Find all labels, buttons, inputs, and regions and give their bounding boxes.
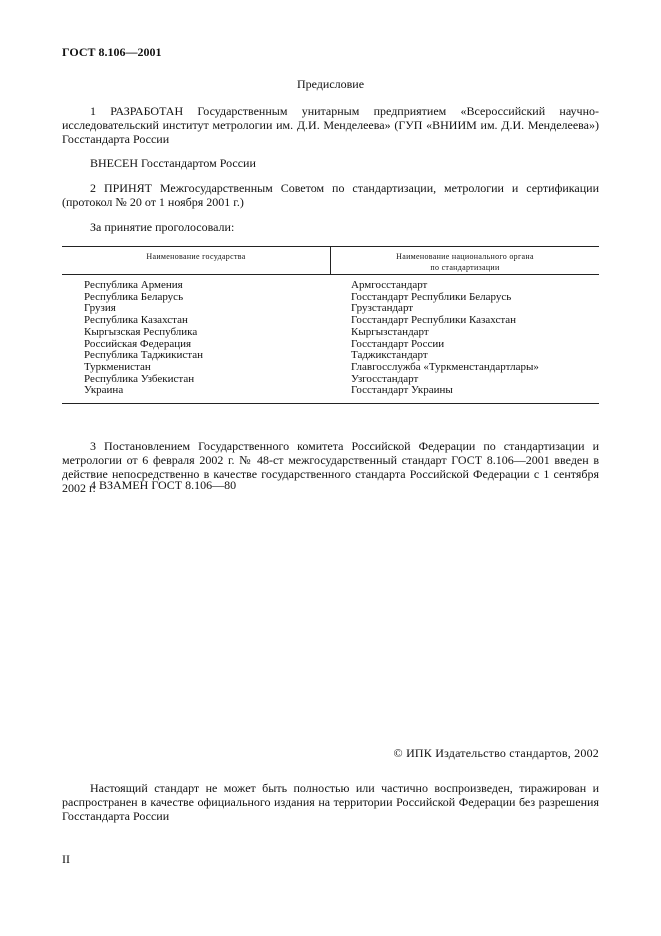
table-cell-org: Главгосслужба «Туркменстандартлары» [351, 360, 539, 373]
table-cell-state: Республика Таджикистан [84, 349, 203, 362]
paragraph-introduced-by: ВНЕСЕН Госстандартом России [90, 156, 256, 170]
table-cell-org: Госстандарт Украины [351, 384, 453, 397]
copyright-line: © ИПК Издательство стандартов, 2002 [393, 746, 599, 760]
table-cell-org: Армгосстандарт [351, 279, 428, 291]
table-cell-org: Госстандарт Республики Беларусь [351, 290, 512, 303]
table-cell-state: Туркменистан [84, 360, 151, 373]
paragraph-enacted: 3 Постановлением Государственного комитета Российской Федерации по стандартизации и метрологии от 6 февраля 2002 г. № 48-ст межгосударственный стандарт ГОСТ 8.106—2001 введен в действие непосредственно в качестве государственного стандарта Российской Федерации с 1 сентября 2002 г. [62, 439, 599, 495]
paragraph-adopted-by: 2 ПРИНЯТ Межгосударственным Советом по стандартизации, метрологии и сертификации (протокол № 20 от 1 ноября 2001 г.) [62, 181, 599, 209]
table-cell-org: Узгосстандарт [351, 372, 419, 385]
paragraph-replaces: 4 ВЗАМЕН ГОСТ 8.106—80 [90, 478, 237, 492]
table-cell-state: Республика Казахстан [84, 314, 188, 327]
table-cell-state: Республика Армения [84, 279, 183, 291]
table-column-orgs [351, 280, 539, 397]
page-number: II [62, 852, 70, 866]
table-cell-org: Таджикстандарт [351, 349, 428, 362]
table-header-org-line2: по стандартизации [430, 263, 500, 272]
table-cell-org: Грузстандарт [351, 302, 414, 315]
table-cell-org: Госстандарт России [351, 337, 445, 350]
table-header-org [331, 251, 599, 273]
voting-table [62, 246, 599, 404]
table-cell-state: Российская Федерация [84, 337, 192, 350]
section-title: Предисловие [296, 77, 365, 91]
table-header-org-line1: Наименование национального органа [396, 252, 534, 261]
table-column-states [84, 280, 203, 397]
table-cell-state: Грузия [84, 302, 116, 315]
table-cell-state: Республика Узбекистан [84, 372, 195, 385]
paragraph-developed-by: 1 РАЗРАБОТАН Государственным унитарным предприятием «Всероссийский научно-исследовательский институт метрологии им. Д.И. Менделеева» (ГУП «ВНИИМ им. Д.И. Менделеева») Госстандарта России [62, 104, 599, 146]
table-header-divider [62, 274, 599, 275]
table-cell-state: Кыргызская Республика [84, 325, 198, 338]
table-header-state: Наименование государства [146, 252, 246, 261]
reproduction-notice: Настоящий стандарт не может быть полностью или частично воспроизведен, тиражирован и распространен в качестве официального издания на территории Российской Федерации без разрешения Госстандарта России [62, 781, 599, 823]
table-cell-state: Украина [84, 384, 124, 397]
paragraph-voted-for: За принятие проголосовали: [90, 220, 235, 234]
table-cell-org: Госстандарт Республики Казахстан [351, 314, 517, 327]
document-id-header: ГОСТ 8.106—2001 [62, 45, 162, 59]
table-cell-state: Республика Беларусь [84, 290, 184, 303]
table-cell-org: Кыргызстандарт [351, 325, 429, 338]
